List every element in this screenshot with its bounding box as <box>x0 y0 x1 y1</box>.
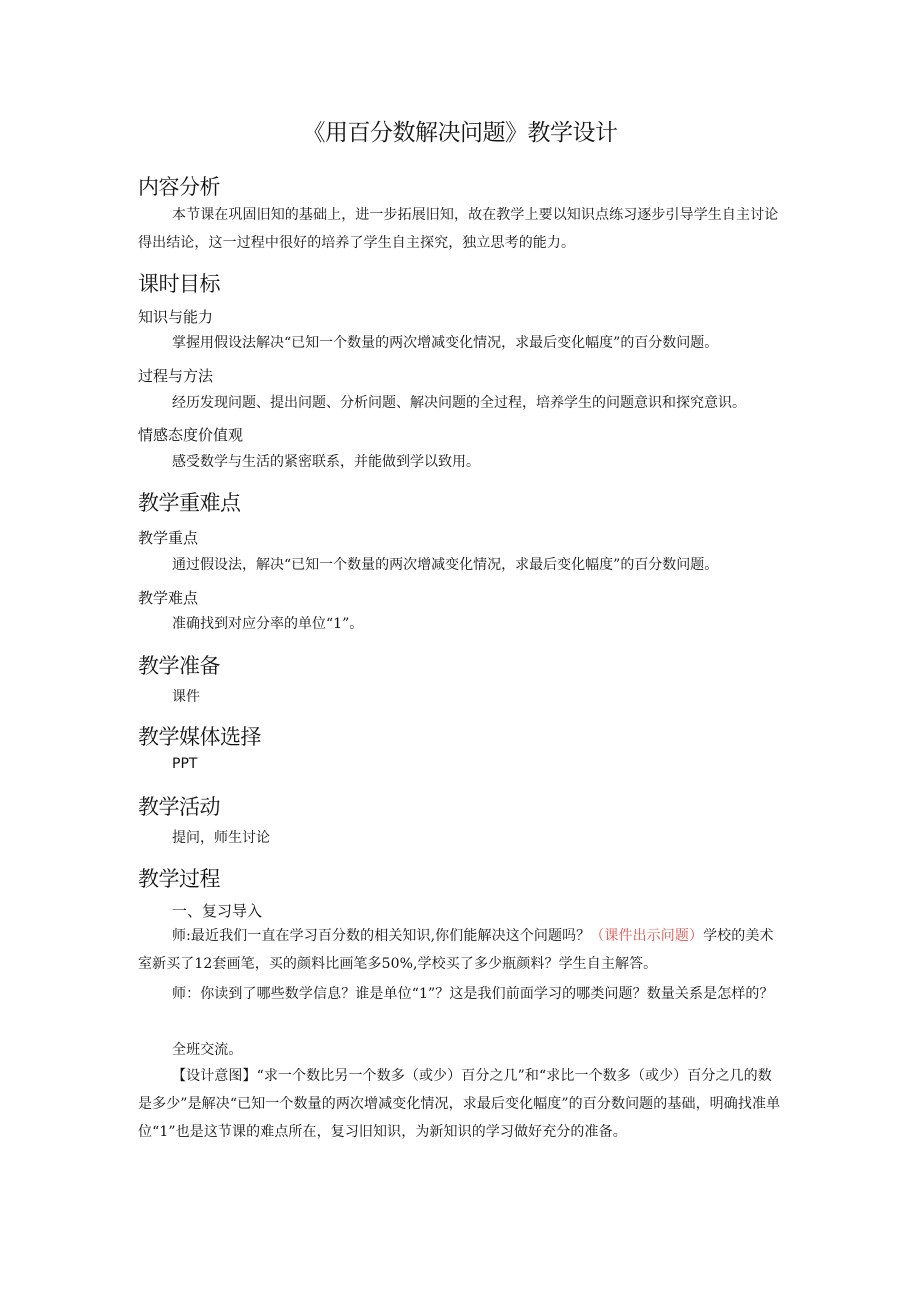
knowledge-ability-text: 掌握用假设法解决“已知一个数量的两次增减变化情况，求最后变化幅度”的百分数问题。 <box>172 335 719 351</box>
section-review-intro: 一、复习导入 <box>172 902 263 920</box>
courseware-note: （课件出示问题） <box>590 928 704 944</box>
heading-process-method: 过程与方法 <box>138 367 214 385</box>
p1-text-a: 师:最近我们一直在学习百分数的相关知识,你们能解决这个问题吗？ <box>172 928 591 944</box>
teaching-focus-text: 通过假设法，解决“已知一个数量的两次增减变化情况，求最后变化幅度”的百分数问题。 <box>172 557 719 573</box>
heading-content-analysis: 内容分析 <box>138 175 220 199</box>
process-method-text: 经历发现问题、提出问题、分析问题、解决问题的全过程，培养学生的问题意识和探究意识。 <box>172 395 746 411</box>
heading-teaching-focus: 教学重点 <box>138 529 199 547</box>
heading-preparation: 教学准备 <box>138 654 220 678</box>
p1-text-b: 学校的美术室新买了12套画笔，买的颜料比画笔多50%,学校买了多少瓶颜料？学生自主解答。 <box>138 928 774 972</box>
process-paragraph-3: 全班交流。 <box>172 1042 243 1058</box>
heading-media: 教学媒体选择 <box>138 725 261 749</box>
heading-knowledge-ability: 知识与能力 <box>138 308 214 326</box>
heading-process: 教学过程 <box>138 867 220 891</box>
heading-objectives: 课时目标 <box>138 272 220 296</box>
heading-emotion-values: 情感态度价值观 <box>138 426 244 444</box>
heading-activity: 教学活动 <box>138 795 220 819</box>
process-paragraph-1 <box>138 922 784 978</box>
heading-teaching-difficulty: 教学难点 <box>138 589 199 607</box>
design-intent-paragraph: 【设计意图】“求一个数比另一个数多（或少）百分之几”和“求比一个数多（或少）百分之几的数是多少”是解决“已知一个数量的两次增减变化情况，求最后变化幅度”的百分数问题的基础，明确找准单位“1”也是这节课的难点所在，复习旧知识，为新知识的学习做好充分的准备。 <box>138 1068 781 1140</box>
document-title: 《用百分数解决问题》教学设计 <box>302 120 618 146</box>
heading-key-points: 教学重难点 <box>138 491 241 515</box>
media-text: PPT <box>172 756 198 772</box>
emotion-values-text: 感受数学与生活的紧密联系，并能做到学以致用。 <box>172 454 480 470</box>
content-analysis-text: 本节课在巩固旧知的基础上，进一步拓展旧知，故在教学上要以知识点练习逐步引导学生自主讨论得出结论，这一过程中很好的培养了学生自主探究，独立思考的能力。 <box>138 207 779 251</box>
preparation-text: 课件 <box>172 689 200 705</box>
process-paragraph-2: 师：你读到了哪些数学信息？谁是单位“1”？这是我们前面学习的哪类问题？数量关系是怎样的？ <box>172 986 774 1002</box>
activity-text: 提问，师生讨论 <box>172 830 270 846</box>
teaching-difficulty-text: 准确找到对应分率的单位“1”。 <box>172 616 364 632</box>
